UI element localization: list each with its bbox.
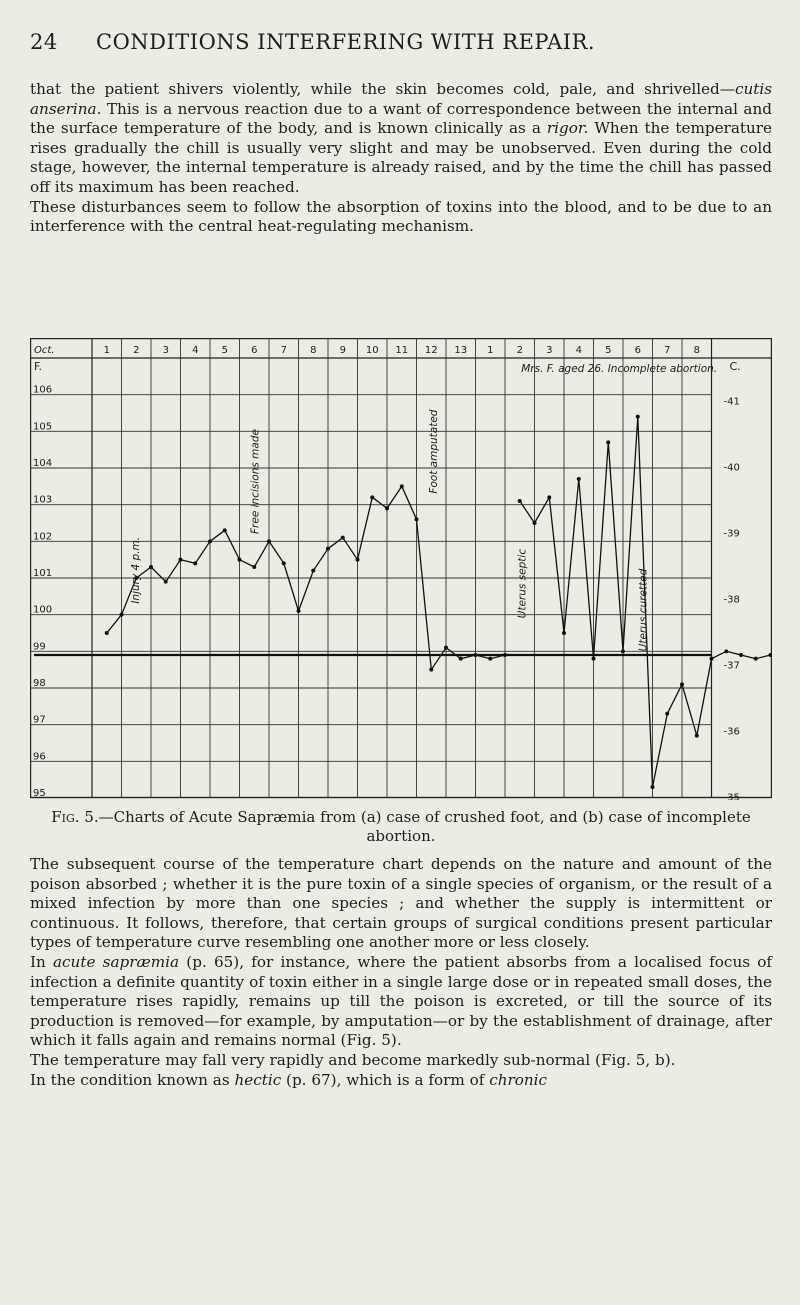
data-point [562,631,566,635]
data-point [754,657,758,661]
data-point [282,561,286,565]
data-point [592,657,596,661]
term-acute-sapraemia: acute sapræmia [53,952,180,971]
data-point [326,547,330,551]
data-point [739,653,743,657]
month-label: Oct. [34,345,55,356]
fahrenheit-tick: 104 [33,458,53,469]
data-point [415,517,419,521]
data-point [547,495,551,499]
day-label: 2 [516,345,523,356]
data-point [459,657,463,661]
data-point [149,565,153,569]
data-point [695,734,699,738]
data-point [385,506,389,510]
data-point [680,682,684,686]
day-label: 4 [192,345,199,356]
data-point [488,657,492,661]
annotation-incisions: Free incisions made [249,429,262,534]
fahrenheit-tick: 102 [33,531,53,543]
term-cutis-anserina: cutis anserina. [30,80,772,118]
caption-label: Fig. 5. [51,808,99,826]
data-point [769,653,773,657]
day-label: 5 [605,345,612,356]
day-label: 12 [424,345,438,356]
day-label: 3 [162,345,169,356]
p2-rest: (p. 65), for instance, where the patient absorbs from a localised focus of infection a definite quantity of toxin either in a single large dose or in repeated small doses, the temperature rises rapidly, remains up till the poison is excreted, or till the source of its production is removed—for example, by amputation—or by the establishment of drainage, after which it falls again and remains normal (Fig. 5). [30,952,772,1050]
data-point [444,646,448,650]
intro-text-c: When the temperature rises gradually the chill is usually very slight and may be unobserved. Even during the cold stage, however, the internal temperature is already raised, and by the time the chill has passed off its maximum has been reached. [30,119,773,196]
data-point [311,569,315,573]
annotation-injury: Injury 4 p.m. [130,536,143,604]
intro-paragraph [30,80,772,237]
day-label: 10 [365,345,379,356]
day-label: 9 [339,345,346,356]
data-point [400,484,404,488]
intro-text-a: that the patient shivers violently, while the skin becomes cold, pale, and shrivelled— [30,80,735,98]
intro-paragraph-1 [30,80,772,198]
term-chronic: chronic [489,1070,548,1089]
fahrenheit-tick: 99 [33,641,46,653]
intro-paragraph-2: These disturbances seem to follow the absorption of toxins into the blood, and to be due to an interference with the central heat-regulating mechanism. [30,197,772,236]
fahrenheit-tick: 97 [33,714,46,726]
p2-intro: In [30,952,53,971]
data-point [710,657,714,661]
day-label: 6 [634,345,641,356]
data-point [238,558,242,562]
annotation-septic: Uterus septic [516,548,529,619]
term-rigor: rigor. [546,119,589,138]
celsius-tick: -40 [723,462,740,474]
fahrenheit-tick: 103 [33,494,53,506]
page-number: 24 [30,30,58,54]
term-hectic: hectic [234,1070,282,1089]
day-label: 6 [251,345,258,356]
day-label: 13 [454,345,468,356]
day-label: 3 [546,345,553,356]
running-header [30,22,770,62]
day-label: 4 [575,345,582,356]
body-paragraph-3: The temperature may fall very rapidly and become markedly sub-normal (Fig. 5, b). [30,1050,676,1069]
figure-caption [30,808,772,846]
data-point [120,613,124,617]
data-point [503,653,507,657]
data-point [621,649,625,653]
p4-mid: (p. 67), which is a form of [281,1070,490,1089]
day-label: 7 [280,345,287,356]
body-paragraph-1: The subsequent course of the temperature chart depends on the nature and amount of the poison absorbed ; whether it is the pure toxin of a single species of organism, or the result of a mixed infection by more than one species ; and whether the supply is intermittent or continuous. It follows, therefore, that certain groups of surgical conditions present particular types of temperature curve resembling one another more or less closely. [30,855,772,952]
celsius-tick: -37 [723,660,740,672]
fahrenheit-tick: 100 [33,604,53,616]
data-point [370,495,374,499]
day-label: 2 [133,345,140,356]
day-label: 7 [664,345,671,356]
fahrenheit-tick: 98 [33,678,46,689]
data-point [341,536,345,540]
data-point [429,668,433,672]
running-title: CONDITIONS INTERFERING WITH REPAIR. [96,30,596,54]
data-point [577,477,581,481]
data-point [179,558,183,562]
data-point [665,712,669,716]
day-label: 1 [487,345,494,356]
data-point [252,565,256,569]
day-label: 8 [693,345,700,356]
fahrenheit-tick: 95 [33,788,46,799]
data-point [533,521,537,525]
data-point [651,785,655,789]
data-point [518,499,522,503]
body-paragraph-4 [30,1071,772,1091]
day-label: 11 [395,345,409,356]
data-point [105,631,109,635]
data-point [606,440,610,444]
p4-intro: In the condition known as [30,1070,235,1089]
annotation-amputated: Foot amputated [428,409,441,494]
celsius-tick: -39 [723,528,740,540]
intro-text-b: This is a nervous reaction due to a want of correspondence between the internal and the surface temperature of the body, and is known clinically as a [30,99,772,138]
fahrenheit-tick: 96 [33,751,46,763]
data-point [724,649,728,653]
celsius-unit: C. [729,360,741,373]
celsius-tick: -38 [723,594,740,606]
body-paragraph-2 [30,953,772,1051]
fahrenheit-tick: 101 [33,568,53,579]
fahrenheit-unit: F. [34,360,43,373]
caption-text: —Charts of Acute Sapræmia from (a) case of crushed foot, and (b) case of incomplete abortion. [98,808,751,845]
data-point [474,653,478,657]
fahrenheit-tick: 106 [33,384,53,396]
data-point [164,580,168,584]
data-point [356,558,360,562]
data-point [636,415,640,419]
fahrenheit-tick: 105 [33,421,53,433]
celsius-tick: -41 [723,396,740,408]
data-point [297,609,301,613]
annotation-patient: Mrs. F. aged 26. Incomplete abortion. [521,363,718,375]
temperature-chart [30,338,772,798]
day-label: 8 [310,345,317,356]
celsius-tick: -36 [723,726,740,738]
temperature-chart-svg [30,338,772,800]
day-label: 5 [221,345,228,356]
body-text [30,855,772,1090]
data-point [223,528,227,532]
data-point [193,561,197,565]
annotation-curetted: Uterus curetted [637,568,650,652]
day-label: 1 [103,345,110,356]
celsius-tick: -35 [723,792,740,800]
data-point [208,539,212,543]
data-point [267,539,271,543]
